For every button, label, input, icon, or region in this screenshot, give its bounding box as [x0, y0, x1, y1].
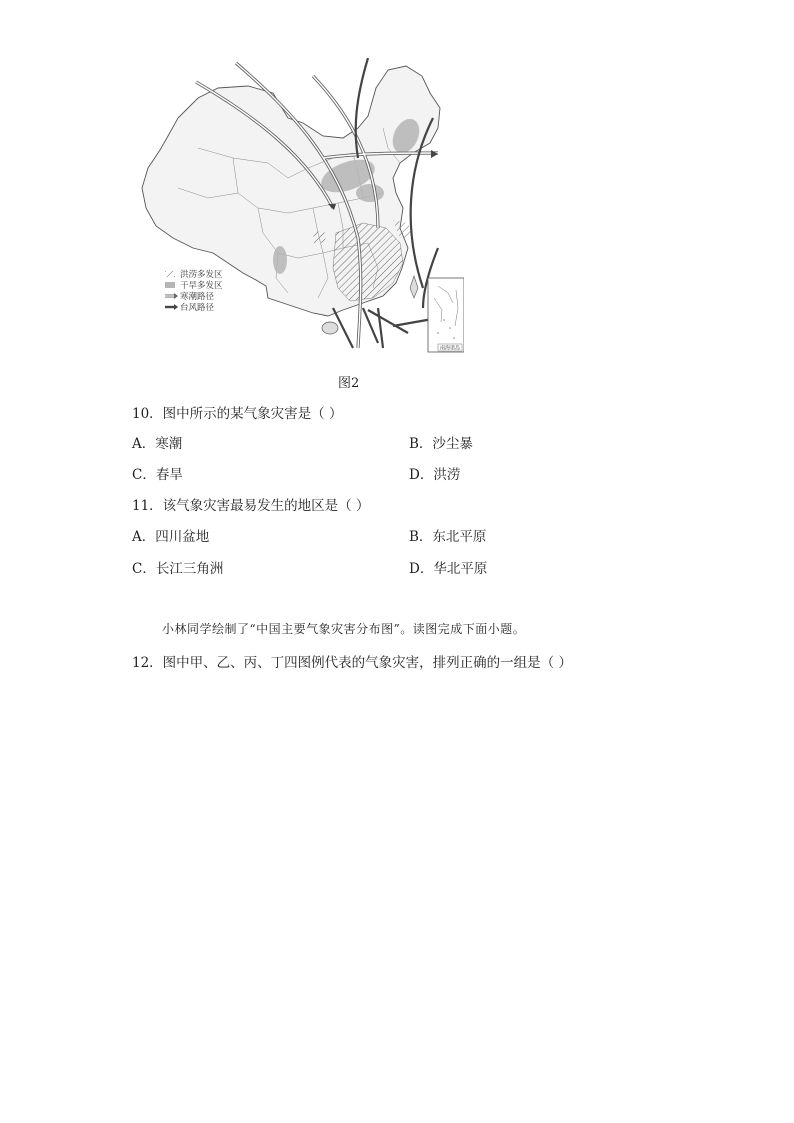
q11-option-c: C．长江三角洲 — [132, 561, 224, 577]
figure-caption: 图2 — [338, 376, 360, 391]
legend-typhoon — [165, 302, 215, 312]
south-china-sea-inset — [428, 278, 464, 352]
q10-option-c: C．春旱 — [132, 467, 183, 483]
q11-option-b: B．东北平原 — [409, 529, 487, 545]
map-legend — [165, 269, 223, 312]
question-11-stem: 11．该气象灾害最易发生的地区是（ ） — [132, 498, 370, 514]
flood-area — [333, 223, 403, 301]
legend-drought — [165, 280, 223, 290]
passage-intro: 小林同学绘制了“中国主要气象灾害分布图”。读图完成下面小题。 — [162, 622, 526, 636]
q11-option-d: D．华北平原 — [409, 561, 488, 577]
q11-option-a: A．四川盆地 — [132, 529, 210, 545]
q10-option-b: B．沙尘暴 — [409, 436, 473, 452]
svg-text:洪涝多发区: 洪涝多发区 — [180, 269, 223, 279]
svg-text:干旱多发区: 干旱多发区 — [180, 280, 223, 290]
q10-option-d: D．洪涝 — [409, 467, 461, 483]
question-10-stem: 10．图中所示的某气象灾害是（ ） — [132, 406, 343, 422]
question-12-stem: 12．图中甲、乙、丙、丁四图例代表的气象灾害，排列正确的一组是（ ） — [132, 655, 572, 671]
china-disaster-map — [138, 58, 464, 354]
legend-cold-wave — [165, 291, 215, 301]
svg-text:寒潮路径: 寒潮路径 — [180, 291, 215, 301]
svg-text:台风路径: 台风路径 — [180, 302, 215, 312]
legend-flood — [165, 269, 223, 279]
inset-label: 南海诸岛 — [439, 345, 461, 352]
q10-option-a: A．寒潮 — [132, 436, 183, 452]
